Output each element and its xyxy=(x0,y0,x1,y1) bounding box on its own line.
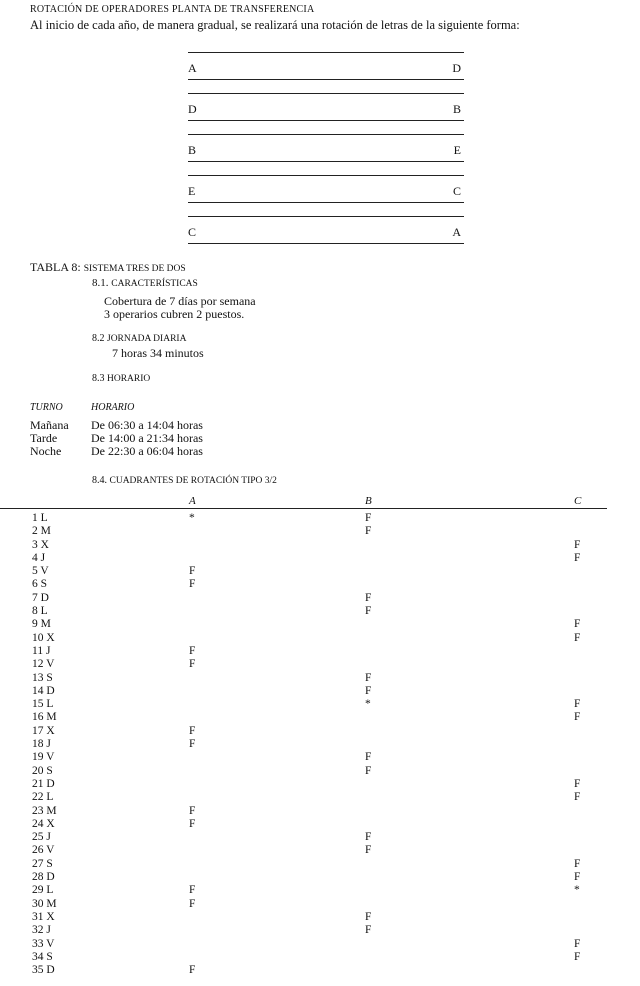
table-row xyxy=(0,951,640,964)
table-row xyxy=(0,964,640,977)
table-label: TABLA 8: xyxy=(30,260,81,274)
header-rule xyxy=(0,508,607,509)
day-cell: 26 V xyxy=(32,844,55,857)
table-row xyxy=(0,605,640,618)
day-cell: 11 J xyxy=(32,644,51,657)
table-row xyxy=(0,738,640,751)
rotation-row xyxy=(188,89,464,130)
section-8-2-heading xyxy=(92,333,186,344)
cell-b: F xyxy=(365,764,372,777)
table-row xyxy=(0,884,640,897)
table-row xyxy=(0,871,640,884)
cell-c: F xyxy=(574,950,581,963)
rotation-quadrant-table xyxy=(0,512,640,977)
cell-b: F xyxy=(365,684,372,697)
section-number: 8.1. xyxy=(92,277,109,289)
table-row xyxy=(0,911,640,924)
cell-a: F xyxy=(189,644,196,657)
day-cell: 16 M xyxy=(32,711,57,724)
table-row xyxy=(0,592,640,605)
cell-c: F xyxy=(574,791,581,804)
cell-a: * xyxy=(189,512,195,524)
table-row xyxy=(0,685,640,698)
cell-b: F xyxy=(365,910,372,923)
day-cell: 28 D xyxy=(32,871,55,884)
cell-a: F xyxy=(189,804,196,817)
rotation-diagram xyxy=(188,48,464,253)
day-cell: 7 D xyxy=(32,591,49,604)
cell-a: F xyxy=(189,578,196,591)
day-cell: 25 J xyxy=(32,831,51,844)
table-row xyxy=(0,711,640,724)
column-header-c: C xyxy=(574,495,582,507)
cell-a: F xyxy=(189,964,196,977)
day-cell: 18 J xyxy=(32,738,51,751)
cell-c: F xyxy=(574,777,581,790)
day-cell: 13 S xyxy=(32,671,53,684)
section-title: JORNADA DIARIA xyxy=(107,334,187,344)
section-number: 8.4. xyxy=(92,475,107,486)
rotation-to: C xyxy=(452,184,461,198)
cell-b: F xyxy=(365,751,372,764)
table-row xyxy=(0,778,640,791)
day-cell: 8 L xyxy=(32,605,48,618)
rotation-from: B xyxy=(188,143,197,157)
cell-c: F xyxy=(574,631,581,644)
cell-b: * xyxy=(365,698,371,711)
column-header-b: B xyxy=(365,495,372,507)
cell-c: * xyxy=(574,884,580,897)
day-cell: 33 V xyxy=(32,937,55,950)
table-heading xyxy=(30,260,186,275)
daily-hours-text: 7 horas 34 minutos xyxy=(112,346,204,360)
cell-a: F xyxy=(189,897,196,910)
table-row xyxy=(0,658,640,671)
cell-b: F xyxy=(365,512,372,524)
day-cell: 4 J xyxy=(32,551,46,564)
section-8-3-heading xyxy=(92,373,150,384)
day-cell: 20 S xyxy=(32,764,53,777)
rotation-to: E xyxy=(453,143,461,157)
cell-a: F xyxy=(189,738,196,751)
shift-column-header: TURNO xyxy=(30,402,63,413)
table-row xyxy=(0,831,640,844)
operators-text: 3 operarios cubren 2 puestos. xyxy=(104,307,245,321)
column-header-a: A xyxy=(189,495,196,507)
table-title: SISTEMA TRES DE DOS xyxy=(83,264,186,274)
section-8-4-heading xyxy=(92,475,277,486)
table-row xyxy=(0,751,640,764)
table-row xyxy=(0,645,640,658)
day-cell: 27 S xyxy=(32,857,53,870)
intro-paragraph: Al inicio de cada año, de manera gradual, se realizará una rotación de letras de la siguiente forma: xyxy=(30,18,520,32)
table-row xyxy=(0,539,640,552)
table-row xyxy=(0,552,640,565)
cell-b: F xyxy=(365,605,372,618)
shift-name: Noche xyxy=(30,444,62,458)
document-title: ROTACIÓN DE OPERADORES PLANTA DE TRANSFERENCIA xyxy=(30,4,315,15)
day-cell: 34 S xyxy=(32,950,53,963)
day-cell: 5 V xyxy=(32,565,49,578)
table-row xyxy=(0,765,640,778)
table-row xyxy=(0,525,640,538)
cell-c: F xyxy=(574,711,581,724)
table-row xyxy=(0,858,640,871)
cell-c: F xyxy=(574,871,581,884)
cell-c: F xyxy=(574,698,581,711)
table-row xyxy=(0,725,640,738)
rotation-to: A xyxy=(452,225,461,239)
table-row xyxy=(0,818,640,831)
rotation-from: D xyxy=(188,102,197,116)
section-title: HORARIO xyxy=(107,374,151,384)
cell-a: F xyxy=(189,565,196,578)
cell-a: F xyxy=(189,658,196,671)
day-cell: 9 M xyxy=(32,618,51,631)
shift-time: De 22:30 a 06:04 horas xyxy=(91,444,203,458)
day-cell: 31 X xyxy=(32,910,55,923)
section-number: 8.3 xyxy=(92,373,105,384)
cell-c: F xyxy=(574,551,581,564)
coverage-text: Cobertura de 7 días por semana xyxy=(104,294,256,308)
table-row xyxy=(0,578,640,591)
table-row xyxy=(0,632,640,645)
day-cell: 21 D xyxy=(32,777,55,790)
schedule-column-header: HORARIO xyxy=(91,402,135,413)
table-row xyxy=(0,898,640,911)
section-title: CARACTERÍSTICAS xyxy=(111,279,198,289)
cell-b: F xyxy=(365,924,372,937)
table-row xyxy=(0,618,640,631)
day-cell: 22 L xyxy=(32,791,54,804)
section-8-1-heading xyxy=(92,277,198,289)
rotation-from: C xyxy=(188,225,197,239)
rotation-from: E xyxy=(188,184,196,198)
cell-b: F xyxy=(365,844,372,857)
table-row xyxy=(0,791,640,804)
table-row xyxy=(0,844,640,857)
day-cell: 6 S xyxy=(32,578,48,591)
shift-time: De 06:30 a 14:04 horas xyxy=(91,418,203,432)
day-cell: 3 X xyxy=(32,538,49,551)
rotation-row xyxy=(188,130,464,171)
cell-b: F xyxy=(365,831,372,844)
rotation-row xyxy=(188,212,464,253)
day-cell: 2 M xyxy=(32,525,51,538)
cell-b: F xyxy=(365,525,372,538)
day-cell: 14 D xyxy=(32,684,55,697)
cell-c: F xyxy=(574,937,581,950)
cell-a: F xyxy=(189,724,196,737)
table-row xyxy=(0,512,640,525)
day-cell: 17 X xyxy=(32,724,55,737)
cell-a: F xyxy=(189,884,196,897)
table-row xyxy=(0,805,640,818)
day-cell: 15 L xyxy=(32,698,54,711)
day-cell: 24 X xyxy=(32,817,55,830)
cell-a: F xyxy=(189,817,196,830)
rotation-row xyxy=(188,48,464,89)
day-cell: 29 L xyxy=(32,884,54,897)
rotation-from: A xyxy=(188,61,197,75)
day-cell: 12 V xyxy=(32,658,55,671)
rotation-to: D xyxy=(452,61,461,75)
table-row xyxy=(0,938,640,951)
cell-b: F xyxy=(365,671,372,684)
day-cell: 19 V xyxy=(32,751,55,764)
shift-name: Tarde xyxy=(30,431,58,445)
table-row xyxy=(0,565,640,578)
section-title: CUADRANTES DE ROTACIÓN TIPO 3/2 xyxy=(109,476,277,486)
day-cell: 35 D xyxy=(32,964,55,977)
rotation-row xyxy=(188,171,464,212)
table-row xyxy=(0,924,640,937)
shift-name: Mañana xyxy=(30,418,69,432)
rotation-to: B xyxy=(452,102,461,116)
day-cell: 23 M xyxy=(32,804,57,817)
section-number: 8.2 xyxy=(92,333,105,344)
day-cell: 1 L xyxy=(32,512,48,524)
table-row xyxy=(0,672,640,685)
day-cell: 30 M xyxy=(32,897,57,910)
day-cell: 10 X xyxy=(32,631,55,644)
cell-c: F xyxy=(574,538,581,551)
cell-c: F xyxy=(574,857,581,870)
table-row xyxy=(0,698,640,711)
shift-time: De 14:00 a 21:34 horas xyxy=(91,431,203,445)
cell-b: F xyxy=(365,591,372,604)
cell-c: F xyxy=(574,618,581,631)
day-cell: 32 J xyxy=(32,924,51,937)
